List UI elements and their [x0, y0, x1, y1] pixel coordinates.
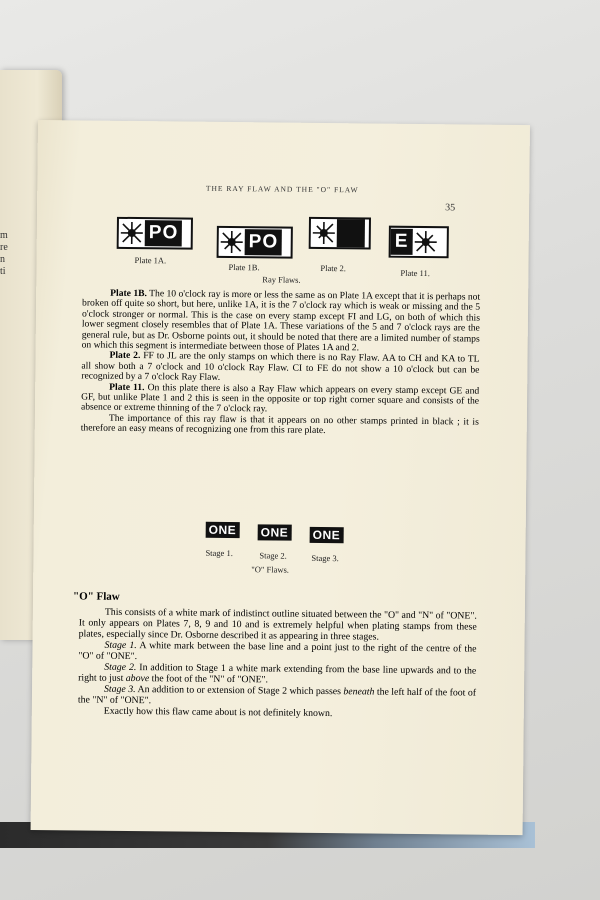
paragraph-text: On this plate there is also a Ray Flaw which appears on every stamp except GE and GF, but unlike Plate 1 and 2 this is seen in the opposite or top right corner square and consists of the absence or extreme thinning of the 7 o'clock ray. [80, 381, 480, 415]
paragraph [82, 288, 481, 355]
facing-page-fragment: re [0, 242, 8, 253]
paragraph-text: This consists of a white mark of indistinct outline situated between the "O" and "N" of "ONE". It only appears on Plates 7, 8, 9 and 10 and is extremely helpful when plating stamps from these plates, especially since Dr. Osborne described it as appearing in three stages. [78, 606, 477, 643]
paragraph-text: FF to JL are the only stamps on which there is no Ray Flaw. AA to CH and KA to TL all show both a 7 o'clock and 10 o'clock Ray Flaw. CI to FE do not show a 10 o'clock but can be recognized by a 7 o'clock Ray Flaw. [81, 350, 480, 384]
caption-plate-11: Plate 11. [400, 267, 430, 279]
caption-plate-2: Plate 2. [320, 262, 347, 274]
paragraph-text: In addition to Stage 1 a white mark extending from the base line upwards and to the right to just [78, 662, 477, 684]
paragraph-lead: Plate 2. [109, 350, 141, 362]
caption-stage-3: Stage 3. [311, 552, 339, 564]
one-stage-2: ONE [258, 524, 292, 540]
one-stage-3: ONE [310, 527, 344, 543]
caption-stage-2: Stage 2. [259, 550, 287, 561]
star-ray-icon [311, 220, 337, 246]
facing-page-fragment: ti [0, 266, 6, 277]
ray-flaw-plate-11 [389, 226, 449, 259]
flag-black-segment [337, 219, 365, 247]
facing-page-fragment: m [0, 230, 8, 241]
paragraph-text: Exactly how this flaw came about is not definitely known. [103, 705, 333, 720]
ray-flaw-plate-2 [309, 217, 371, 250]
caption-stage-1: Stage 1. [205, 547, 233, 559]
book-page [31, 120, 530, 835]
star-ray-icon [412, 229, 438, 255]
facing-page-fragment: n [0, 254, 5, 265]
paragraph-text: An addition to or extension of Stage 2 which passes [135, 684, 344, 698]
caption-o-flaws: "O" Flaws. [251, 564, 289, 575]
emphasis: above [125, 672, 150, 685]
o-flaw-text [78, 606, 477, 720]
paragraph [79, 606, 477, 643]
ray-flaw-plate-1b [217, 226, 293, 259]
one-stage-1: ONE [206, 522, 240, 538]
flag-text: E [391, 229, 413, 255]
flag-text: PO [145, 220, 183, 246]
paragraph-text: The importance of this ray flaw is that it appears on no other stamps printed in black ; it is therefore an easy means of recognizing one from this rare plate. [80, 412, 479, 437]
running-head: THE RAY FLAW AND THE "O" FLAW [205, 183, 359, 195]
ray-flaw-illustrations [76, 212, 487, 286]
caption-plate-1b: Plate 1B. [228, 262, 260, 273]
ray-flaw-plate-1a [117, 217, 193, 250]
emphasis: beneath [343, 686, 375, 698]
section-title: "O" Flaw [72, 590, 120, 603]
stage-label: Stage 1. [104, 639, 137, 652]
stage-label: Stage 3. [103, 683, 136, 696]
o-flaw-illustrations [205, 522, 406, 584]
paragraph-text: The 10 o'clock ray is more or less the same as on Plate 1A except that it is perhaps not broken off quite so short, but here, unlike 1A, it is the 7 o'clock ray which is weak or missing and the 5 o'clock stronger or normal. This is the case on every stamp except FI and LG, on both of which this lower segment closely resembles that of Plate 1A. These variations of the 5 and 7 o'clock rays are the general rule, but as Dr. Osborne points out, it should be noted that there are a limited number of stamps on which this segment is intermediate between those of Plates 1A and 2. [81, 288, 481, 354]
paragraph-text: A white mark between the base line and a point just to the right of the centre of the "O" of "ONE". [78, 640, 477, 663]
page-number: 35 [445, 202, 456, 214]
caption-ray-flaws: Ray Flaws. [262, 274, 301, 285]
star-ray-icon [119, 220, 145, 246]
flag-text: PO [245, 229, 283, 255]
stage-label: Stage 2. [104, 661, 137, 674]
ray-flaw-text [81, 288, 481, 438]
paragraph-text: the left half of the foot of the "N" of "ONE". [77, 686, 477, 707]
paragraph-lead: Plate 1B. [110, 287, 148, 300]
caption-plate-1a: Plate 1A. [134, 255, 167, 266]
star-ray-icon [219, 229, 245, 255]
paragraph-lead: Plate 11. [109, 381, 145, 393]
paragraph [81, 413, 479, 438]
paragraph-text: the foot of the "N" of "ONE". [149, 673, 269, 686]
